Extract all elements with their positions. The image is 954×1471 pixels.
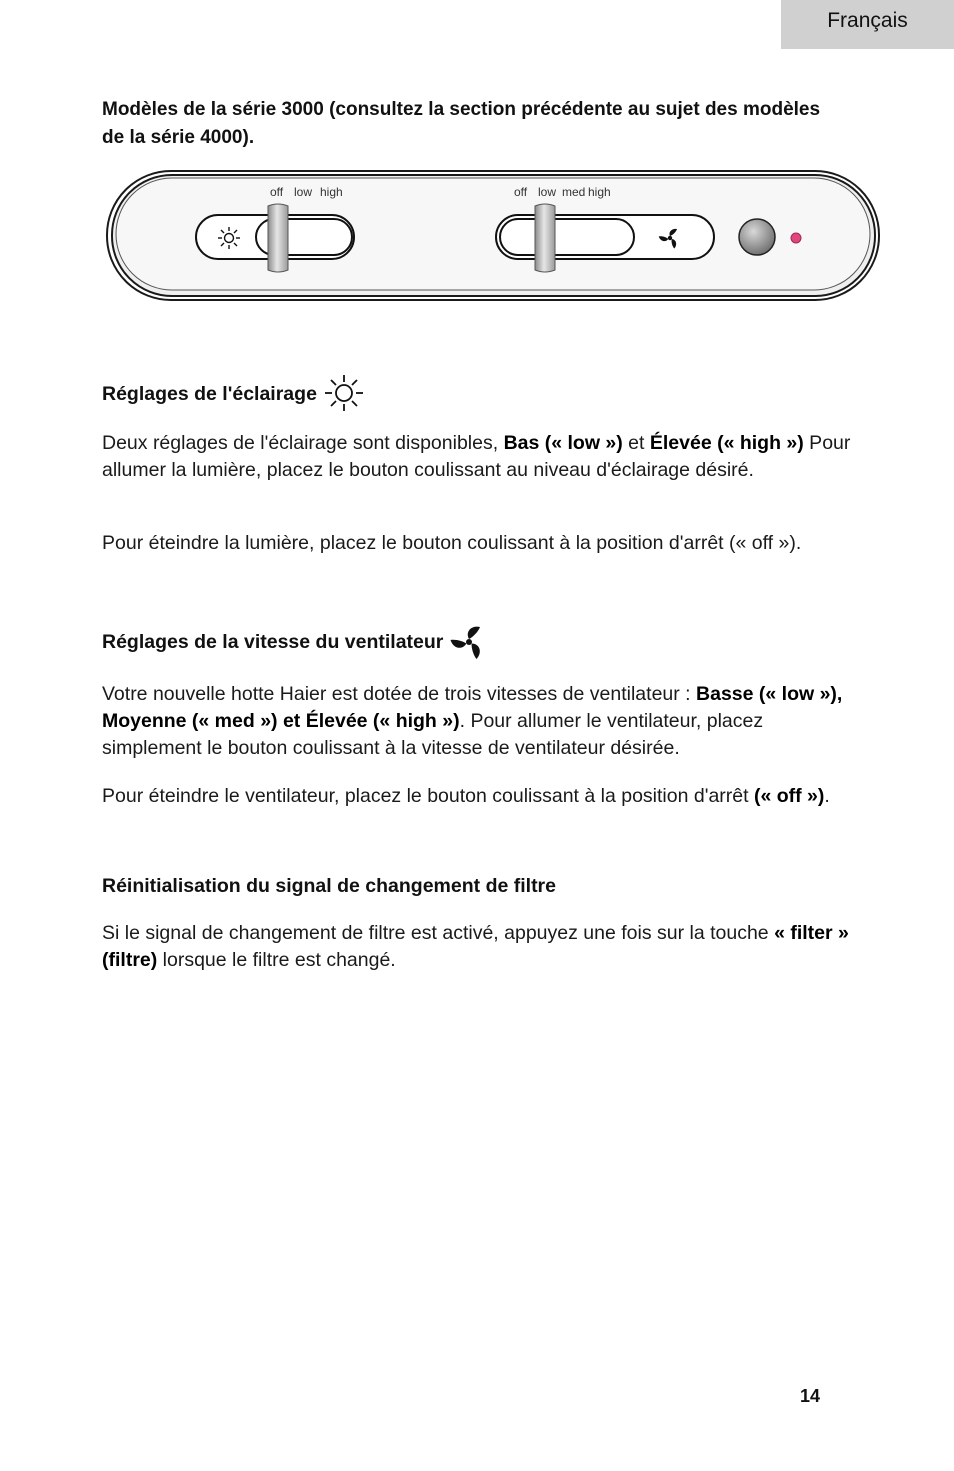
bold-run: (« off ») bbox=[753, 785, 825, 807]
sun-icon bbox=[323, 374, 365, 414]
fan-icon bbox=[449, 622, 489, 662]
bold-run: Bas (« low ») bbox=[503, 432, 623, 454]
fan-label-high: high bbox=[588, 185, 611, 199]
text-run: lorsque le filtre est changé. bbox=[157, 949, 396, 971]
text-run: . Pour allumer le ventilateur, placez simplement le bouton coulissant à la vitesse de ventilateur désirée. bbox=[102, 710, 764, 759]
fan-section-title: Réglages de la vitesse du ventilateur bbox=[102, 630, 444, 653]
control-panel-diagram bbox=[106, 170, 882, 304]
light-section-heading bbox=[102, 374, 365, 414]
bold-run: « filter » (filtre) bbox=[102, 922, 849, 971]
bold-run: Élevée (« high ») bbox=[649, 432, 804, 454]
filter-paragraph-1 bbox=[102, 920, 852, 974]
text-run: . bbox=[824, 785, 830, 807]
fan-slider-knob[interactable] bbox=[535, 204, 555, 272]
fan-paragraph-1 bbox=[102, 681, 852, 762]
text-run: Pour allumer la lumière, placez le bouton coulissant au niveau d'éclairage désiré. bbox=[102, 432, 851, 481]
text-run: Si le signal de changement de filtre est activé, appuyez une fois sur la touche bbox=[102, 922, 775, 944]
fan-label-off: off bbox=[514, 185, 528, 199]
language-tab: Français bbox=[781, 0, 954, 49]
light-label-high: high bbox=[320, 185, 343, 199]
intro-heading: Modèles de la série 3000 (consultez la section précédente au sujet des modèles de la série 4000). bbox=[102, 99, 821, 148]
text-run: Pour éteindre le ventilateur, placez le bouton coulissant à la position d'arrêt bbox=[102, 785, 754, 807]
filter-section-heading bbox=[102, 875, 556, 898]
fan-label-low: low bbox=[538, 185, 557, 199]
fan-slider-track bbox=[500, 219, 634, 255]
page-number: 14 bbox=[800, 1386, 821, 1406]
text-run: Deux réglages de l'éclairage sont disponibles, bbox=[102, 432, 504, 454]
filter-button[interactable] bbox=[739, 219, 775, 255]
light-slider-knob[interactable] bbox=[268, 204, 288, 272]
light-paragraph-1 bbox=[102, 430, 852, 484]
fan-label-med: med bbox=[562, 185, 586, 199]
filter-indicator-light bbox=[791, 233, 801, 243]
text-run: Votre nouvelle hotte Haier est dotée de trois vitesses de ventilateur : bbox=[102, 683, 697, 705]
fan-section-heading bbox=[102, 622, 489, 662]
light-section-title: Réglages de l'éclairage bbox=[102, 382, 317, 405]
light-paragraph-2: Pour éteindre la lumière, placez le bouton coulissant à la position d'arrêt (« off »). bbox=[102, 532, 802, 554]
text-run: et bbox=[622, 432, 650, 454]
light-label-low: low bbox=[294, 185, 313, 199]
bold-run: Basse (« low »), Moyenne (« med ») et Élevée (« high ») bbox=[102, 683, 843, 732]
filter-section-title: Réinitialisation du signal de changement de filtre bbox=[102, 875, 556, 897]
fan-paragraph-2 bbox=[102, 783, 852, 810]
light-label-off: off bbox=[270, 185, 284, 199]
